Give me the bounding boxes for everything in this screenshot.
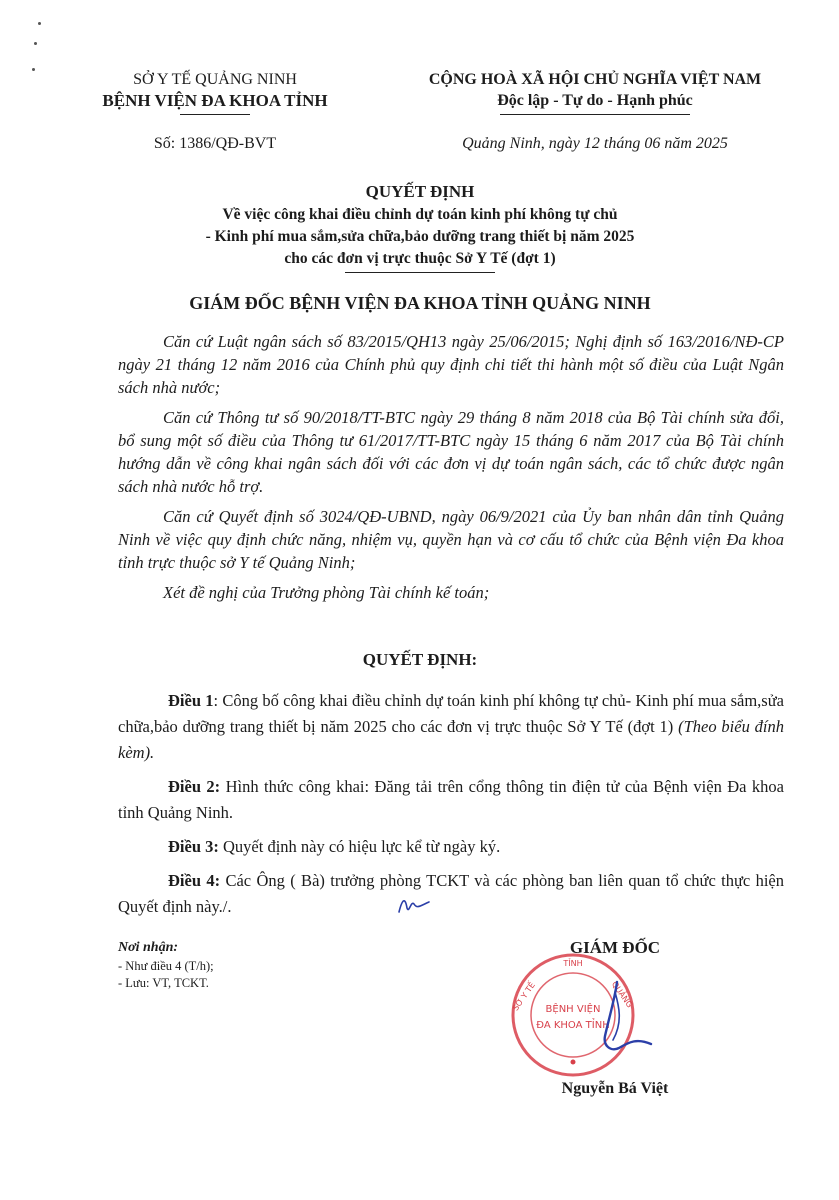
handwritten-signature [585,978,655,1058]
scan-speck [34,42,37,45]
article-separator: : [213,691,223,710]
divider [345,272,495,273]
legal-basis: Xét đề nghị của Trưởng phòng Tài chính kế toán; [163,583,490,602]
subject-line-3: cho các đơn vị trực thuộc Sở Y Tế (đợt 1) [284,250,556,267]
nation-name: CỘNG HOÀ XÃ HỘI CHỦ NGHĨA VIỆT NAM [428,71,762,88]
signer-name: Nguyễn Bá Việt [561,1080,669,1097]
article-text: Công bố công khai điều chỉnh dự toán kinh phí không tự chủ- Kinh phí mua sắm,sửa chữa,bảo dưỡng trang thiết bị năm 2025 cho các đơn vị trực thuộc Sở Y Tế (đợt 1) [118,691,784,736]
legal-bases [118,330,784,611]
organization-name: BỆNH VIỆN ĐA KHOA TỈNH [102,91,328,110]
divider [180,114,250,115]
divider [500,114,690,115]
article-text: Quyết định này có hiệu lực kể từ ngày ký. [223,837,501,856]
recipients-title: Nơi nhận: [118,940,179,955]
place-and-date: Quảng Ninh, ngày 12 tháng 06 năm 2025 [462,135,728,152]
article-3 [118,834,784,860]
article-label: Điều 1 [168,691,214,710]
seal-star [571,1060,576,1065]
seal-line-1: BỆNH VIỆN [545,1004,601,1015]
article-label: Điều 2: [168,777,221,796]
initials-paraph [396,890,432,918]
national-motto: Độc lập - Tự do - Hạnh phúc [497,92,693,109]
document-title [60,180,780,273]
document-number: Số: 1386/QĐ-BVT [153,135,277,152]
legal-basis: Căn cứ Quyết định số 3024/QĐ-UBND, ngày 06/9/2021 của Ủy ban nhân dân tỉnh Quảng Ninh về việc quy định chức năng, nhiệm vụ, quyền hạn và cơ cấu tổ chức của Bệnh viện Đa khoa tỉnh trực thuộc sở Y tế Quảng Ninh; [118,507,784,572]
article-1 [118,688,784,766]
article-text: Hình thức công khai: Đăng tải trên cổng thông tin điện tử của Bệnh viện Đa khoa tỉnh Quảng Ninh. [118,777,785,822]
subject-line-1: Về việc công khai điều chỉnh dự toán kinh phí không tự chủ [222,206,618,223]
seal-line-2: ĐA KHOA TỈNH [536,1020,610,1031]
seal-text-right: QUẢNG [609,979,635,1010]
seal-text-left: SỞ Y TẾ [511,980,537,1013]
parent-agency: SỞ Y TẾ QUẢNG NINH [133,71,297,88]
legal-basis: Căn cứ Thông tư số 90/2018/TT-BTC ngày 29 tháng 8 năm 2018 của Bộ Tài chính sửa đổi, bổ sung một số điều của Thông tư 61/2017/TT-BTC ngày 15 tháng 6 năm 2017 của Bộ Tài chính hướng dẫn về công khai ngân sách đối với các đơn vị dự toán ngân sách, các tổ chức được ngân sách nhà nước hỗ trợ. [118,408,784,496]
document-type: QUYẾT ĐỊNH [365,182,475,201]
articles [118,688,784,928]
recipient-item: - Như điều 4 (T/h); [118,959,214,973]
signer-title: GIÁM ĐỐC [569,938,661,957]
recipient-item: - Lưu: VT, TCKT. [118,976,209,990]
article-4 [118,868,784,920]
scan-speck [32,68,35,71]
seal-text-top: TỈNH [563,959,583,968]
issuing-organization [70,70,360,115]
recipients [118,938,378,992]
subject-line-2: - Kinh phí mua sắm,sửa chữa,bảo dưỡng trang thiết bị năm 2025 [205,228,635,245]
issuing-authority: GIÁM ĐỐC BỆNH VIỆN ĐA KHOA TỈNH QUẢNG NINH [189,293,651,313]
signature-stroke [605,982,651,1049]
article-label: Điều 3: [168,837,219,856]
decision-heading: QUYẾT ĐỊNH: [362,650,478,669]
national-header [395,70,795,115]
article-label: Điều 4: [168,871,221,890]
article-text: Các Ông ( Bà) trưởng phòng TCKT và các phòng ban liên quan tổ chức thực hiện Quyết định này./. [118,871,785,916]
article-note: (Theo biểu đính kèm). [118,717,784,762]
paraph-stroke [399,901,429,912]
legal-basis: Căn cứ Luật ngân sách số 83/2015/QH13 ngày 25/06/2015; Nghị định số 163/2016/NĐ-CP ngày 21 tháng 12 năm 2016 của Chính phủ quy định chi tiết thi hành một số điều của Luật Ngân sách nhà nước; [118,332,784,397]
article-2 [118,774,784,826]
scan-speck [38,22,41,25]
